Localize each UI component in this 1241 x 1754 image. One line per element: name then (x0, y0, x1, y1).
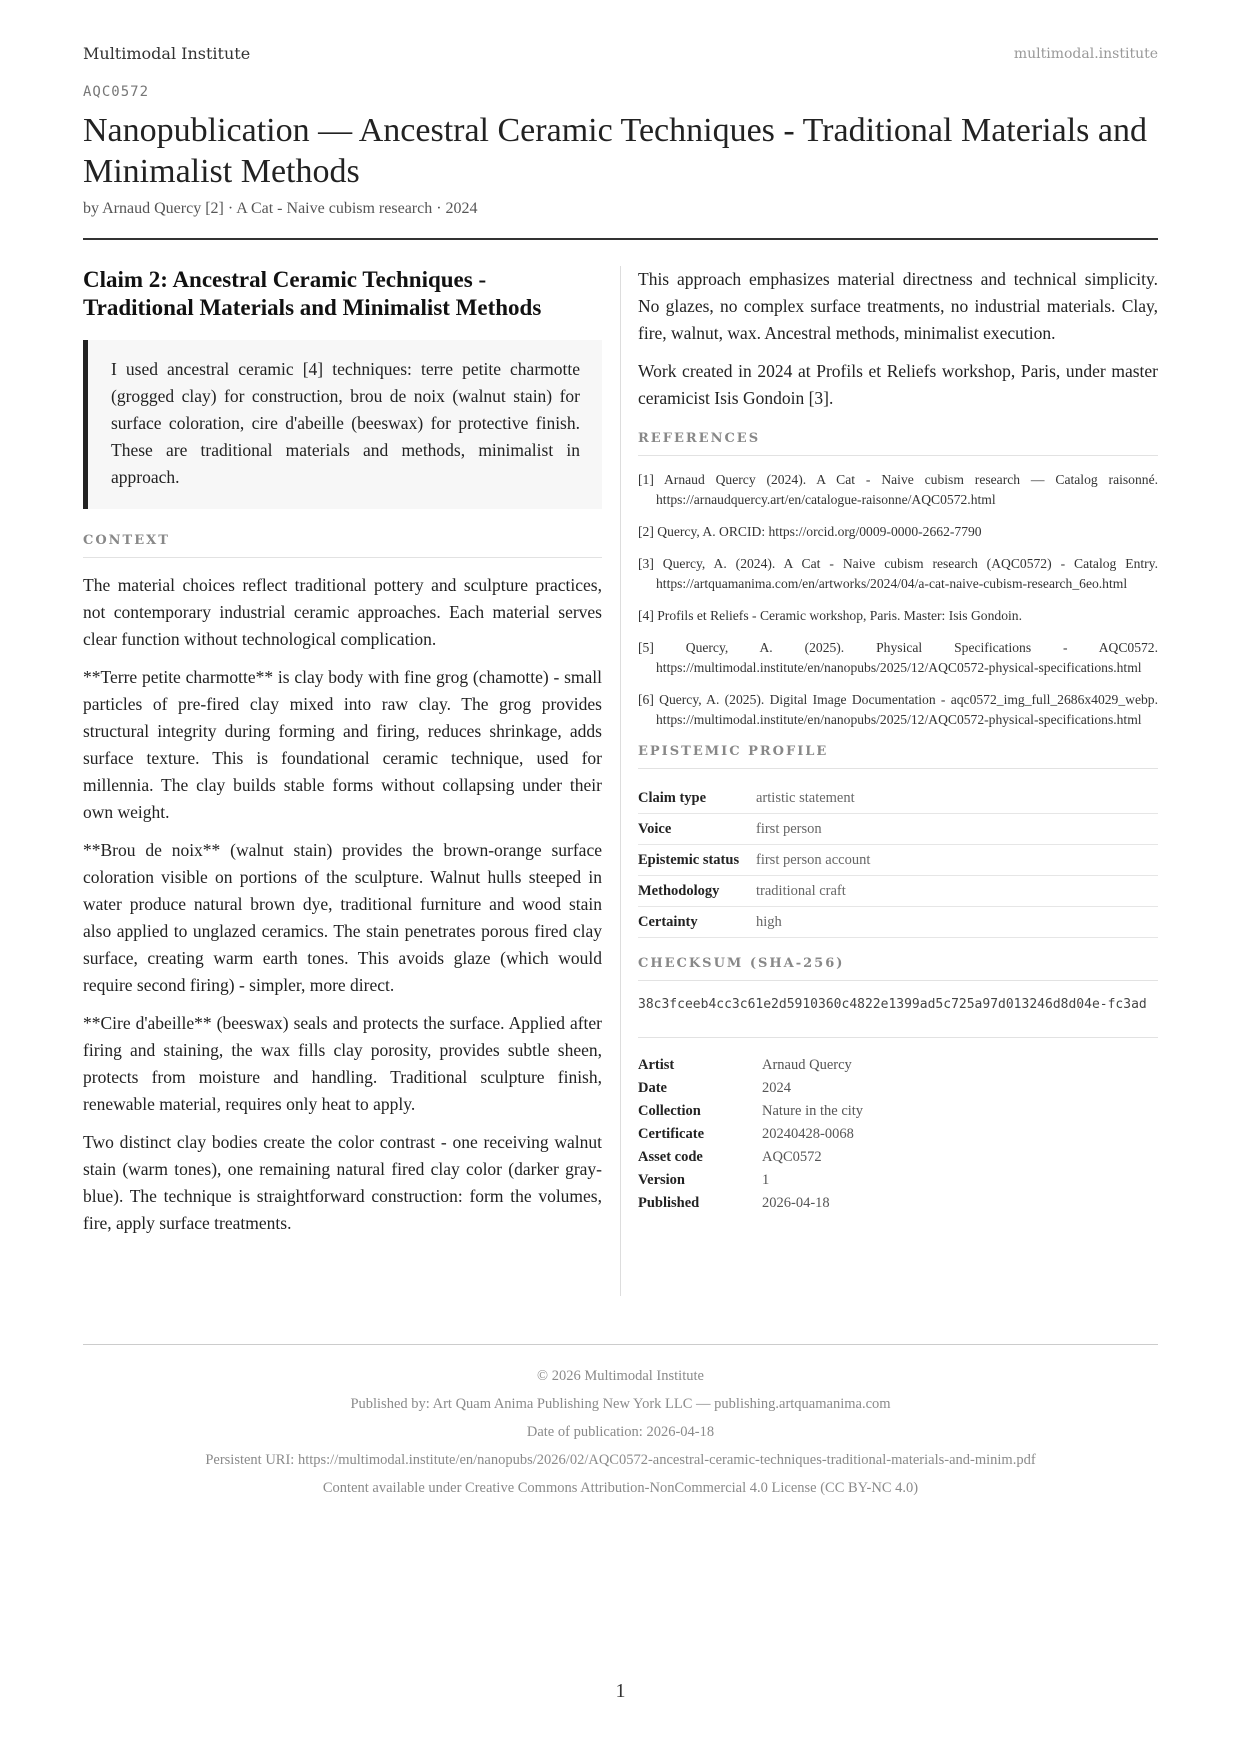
claim-title: Claim 2: Ancestral Ceramic Techniques - Traditional Materials and Minimalist Methods (83, 267, 542, 320)
references-label: REFERENCES (638, 431, 1158, 456)
institute-name: Multimodal Institute (83, 44, 251, 63)
epistemic-value: first person account (756, 845, 1158, 876)
metadata-key: Date (638, 1080, 667, 1096)
epistemic-value: traditional craft (756, 876, 1158, 907)
workshop-paragraph: Work created in 2024 at Profils et Reliefs workshop, Paris, under master ceramicist Isis Gondoin [3]. (638, 361, 1158, 408)
header-divider (83, 238, 1158, 240)
metadata-key: Collection (638, 1103, 701, 1119)
metadata-key: Published (638, 1195, 700, 1211)
context-paragraph: **Cire d'abeille** (beeswax) seals and protects the surface. Applied after firing and staining, the wax fills clay porosity, provides subtle sheen, protects from moisture and handling. Traditional sculpture finish, renewable material, requires only heat to apply. (83, 1013, 602, 1114)
right-column (638, 266, 1158, 1215)
page-number: 1 (615, 1680, 626, 1702)
reference-item[interactable]: [6] Quercy, A. (2025). Digital Image Documentation - aqc0572_img_full_2686x4029_webp. https://multimodal.institute/en/nanopubs/2025/12/AQC0572-physical-specifications.html (638, 692, 1158, 727)
epistemic-value: high (756, 907, 1158, 938)
metadata-value: Nature in the city (762, 1103, 864, 1119)
context-paragraph: Two distinct clay bodies create the color contrast - one receiving walnut stain (warm tones), one remaining natural fired clay color (darker gray-blue). The technique is straightforward construction: form the volumes, fire, apply surface treatments. (83, 1132, 602, 1233)
metadata-value: 2024 (762, 1080, 791, 1096)
metadata-key: Certificate (638, 1126, 705, 1142)
epistemic-key: Certainty (638, 907, 756, 938)
epistemic-key: Voice (638, 814, 756, 845)
reference-item[interactable]: [5] Quercy, A. (2025). Physical Specifications - AQC0572. https://multimodal.institute/en/nanopubs/2025/12/AQC0572-physical-specifications.html (638, 640, 1158, 675)
metadata-table (638, 1054, 863, 1215)
context-paragraph: The material choices reflect traditional pottery and sculpture practices, not contemporary industrial ceramic approaches. Each material serves clear function without technological complication. (83, 575, 602, 649)
column-divider (620, 266, 621, 1296)
table-row (638, 845, 1158, 876)
table-row (638, 1192, 863, 1215)
byline: by Arnaud Quercy [2] · A Cat - Naive cubism research · 2024 (83, 200, 478, 217)
table-row (638, 1169, 863, 1192)
footer-copyright: © 2026 Multimodal Institute (537, 1368, 704, 1384)
context-label: CONTEXT (83, 533, 602, 558)
claim-quote: I used ancestral ceramic [4] techniques: terre petite charmotte (grogged clay) for construction, brou de noix (walnut stain) for surface coloration, cire d'abeille (beeswax) for protective finish. These are traditional materials and methods, minimalist in approach. (83, 340, 602, 509)
institute-url[interactable]: multimodal.institute (1013, 46, 1158, 62)
epistemic-value: first person (756, 814, 1158, 845)
checksum-label: CHECKSUM (SHA-256) (638, 956, 1158, 981)
epistemic-label: EPISTEMIC PROFILE (638, 744, 1158, 769)
metadata-value: AQC0572 (762, 1149, 822, 1165)
context-paragraph: **Terre petite charmotte** is clay body with fine grog (chamotte) - small particles of pre-fired clay mixed into raw clay. The grog provides structural integrity during forming and firing, reduces shrinkage, adds surface texture. This is foundational ceramic technique, used for millennia. The clay builds stable forms without collapsing under their own weight. (83, 667, 602, 822)
table-row (638, 814, 1158, 845)
references-list (638, 470, 1158, 730)
reference-item: [4] Profils et Reliefs - Ceramic workshop, Paris. Master: Isis Gondoin. (638, 608, 1022, 623)
page-header (83, 44, 1158, 68)
document-code: AQC0572 (83, 84, 150, 100)
table-row (638, 1077, 863, 1100)
table-row (638, 1100, 863, 1123)
context-paragraph: **Brou de noix** (walnut stain) provides the brown-orange surface coloration visible on portions of the sculpture. Walnut hulls steeped in water produce natural brown dye, traditional furniture and wood stain also applied to unglazed ceramics. The stain penetrates porous fired clay surface, creating warm earth tones. This avoids glaze (which would require second firing) - simpler, more direct. (83, 840, 602, 995)
reference-item[interactable]: [2] Quercy, A. ORCID: https://orcid.org/0009-0000-2662-7790 (638, 524, 982, 539)
table-row (638, 907, 1158, 938)
approach-paragraph: This approach emphasizes material directness and technical simplicity. No glazes, no complex surface treatments, no industrial materials. Clay, fire, walnut, wax. Ancestral methods, minimalist execution. (638, 269, 1158, 343)
table-row (638, 876, 1158, 907)
table-row (638, 783, 1158, 814)
metadata-key: Artist (638, 1057, 675, 1073)
epistemic-value: artistic statement (756, 783, 1158, 814)
metadata-value: 20240428-0068 (762, 1126, 854, 1142)
reference-item[interactable]: [1] Arnaud Quercy (2024). A Cat - Naive cubism research — Catalog raisonné. https://arnaudquercy.art/en/catalogue-raisonne/AQC0572.html (638, 472, 1158, 507)
footer-license: Content available under Creative Commons Attribution-NonCommercial 4.0 License (CC BY-NC 4.0) (322, 1480, 919, 1496)
table-row (638, 1123, 863, 1146)
metadata-value: 1 (762, 1172, 770, 1188)
metadata-key: Asset code (638, 1149, 703, 1165)
reference-item[interactable]: [3] Quercy, A. (2024). A Cat - Naive cubism research (AQC0572) - Catalog Entry. https://artquamanima.com/en/artworks/2024/04/a-cat-naive-cubism-research_6eo.html (638, 556, 1158, 591)
table-row (638, 1146, 863, 1169)
page-footer (83, 1362, 1158, 1502)
left-column (83, 266, 602, 1248)
epistemic-key: Methodology (638, 876, 756, 907)
metadata-key: Version (638, 1172, 685, 1188)
metadata-value: 2026-04-18 (762, 1195, 830, 1211)
epistemic-key: Epistemic status (638, 845, 756, 876)
epistemic-table (638, 783, 1158, 938)
footer-date: Date of publication: 2026-04-18 (526, 1424, 715, 1440)
footer-persistent-uri[interactable]: Persistent URI: https://multimodal.institute/en/nanopubs/2026/02/AQC0572-ancestral-ceramic-techniques-traditional-materials-and-minim.pdf (205, 1452, 1036, 1468)
footer-publisher: Published by: Art Quam Anima Publishing New York LLC — publishing.artquamanima.com (350, 1396, 891, 1412)
footer-divider (83, 1344, 1158, 1345)
metadata-value: Arnaud Quercy (762, 1057, 852, 1073)
epistemic-key: Claim type (638, 783, 756, 814)
page-title: Nanopublication — Ancestral Ceramic Techniques - Traditional Materials and Minimalist Methods (83, 112, 1147, 190)
table-row (638, 1054, 863, 1077)
checksum-value: 38c3fceeb4cc3c61e2d5910360c4822e1399ad5c725a97d013246d8d04e-fc3ad (638, 995, 1158, 1038)
